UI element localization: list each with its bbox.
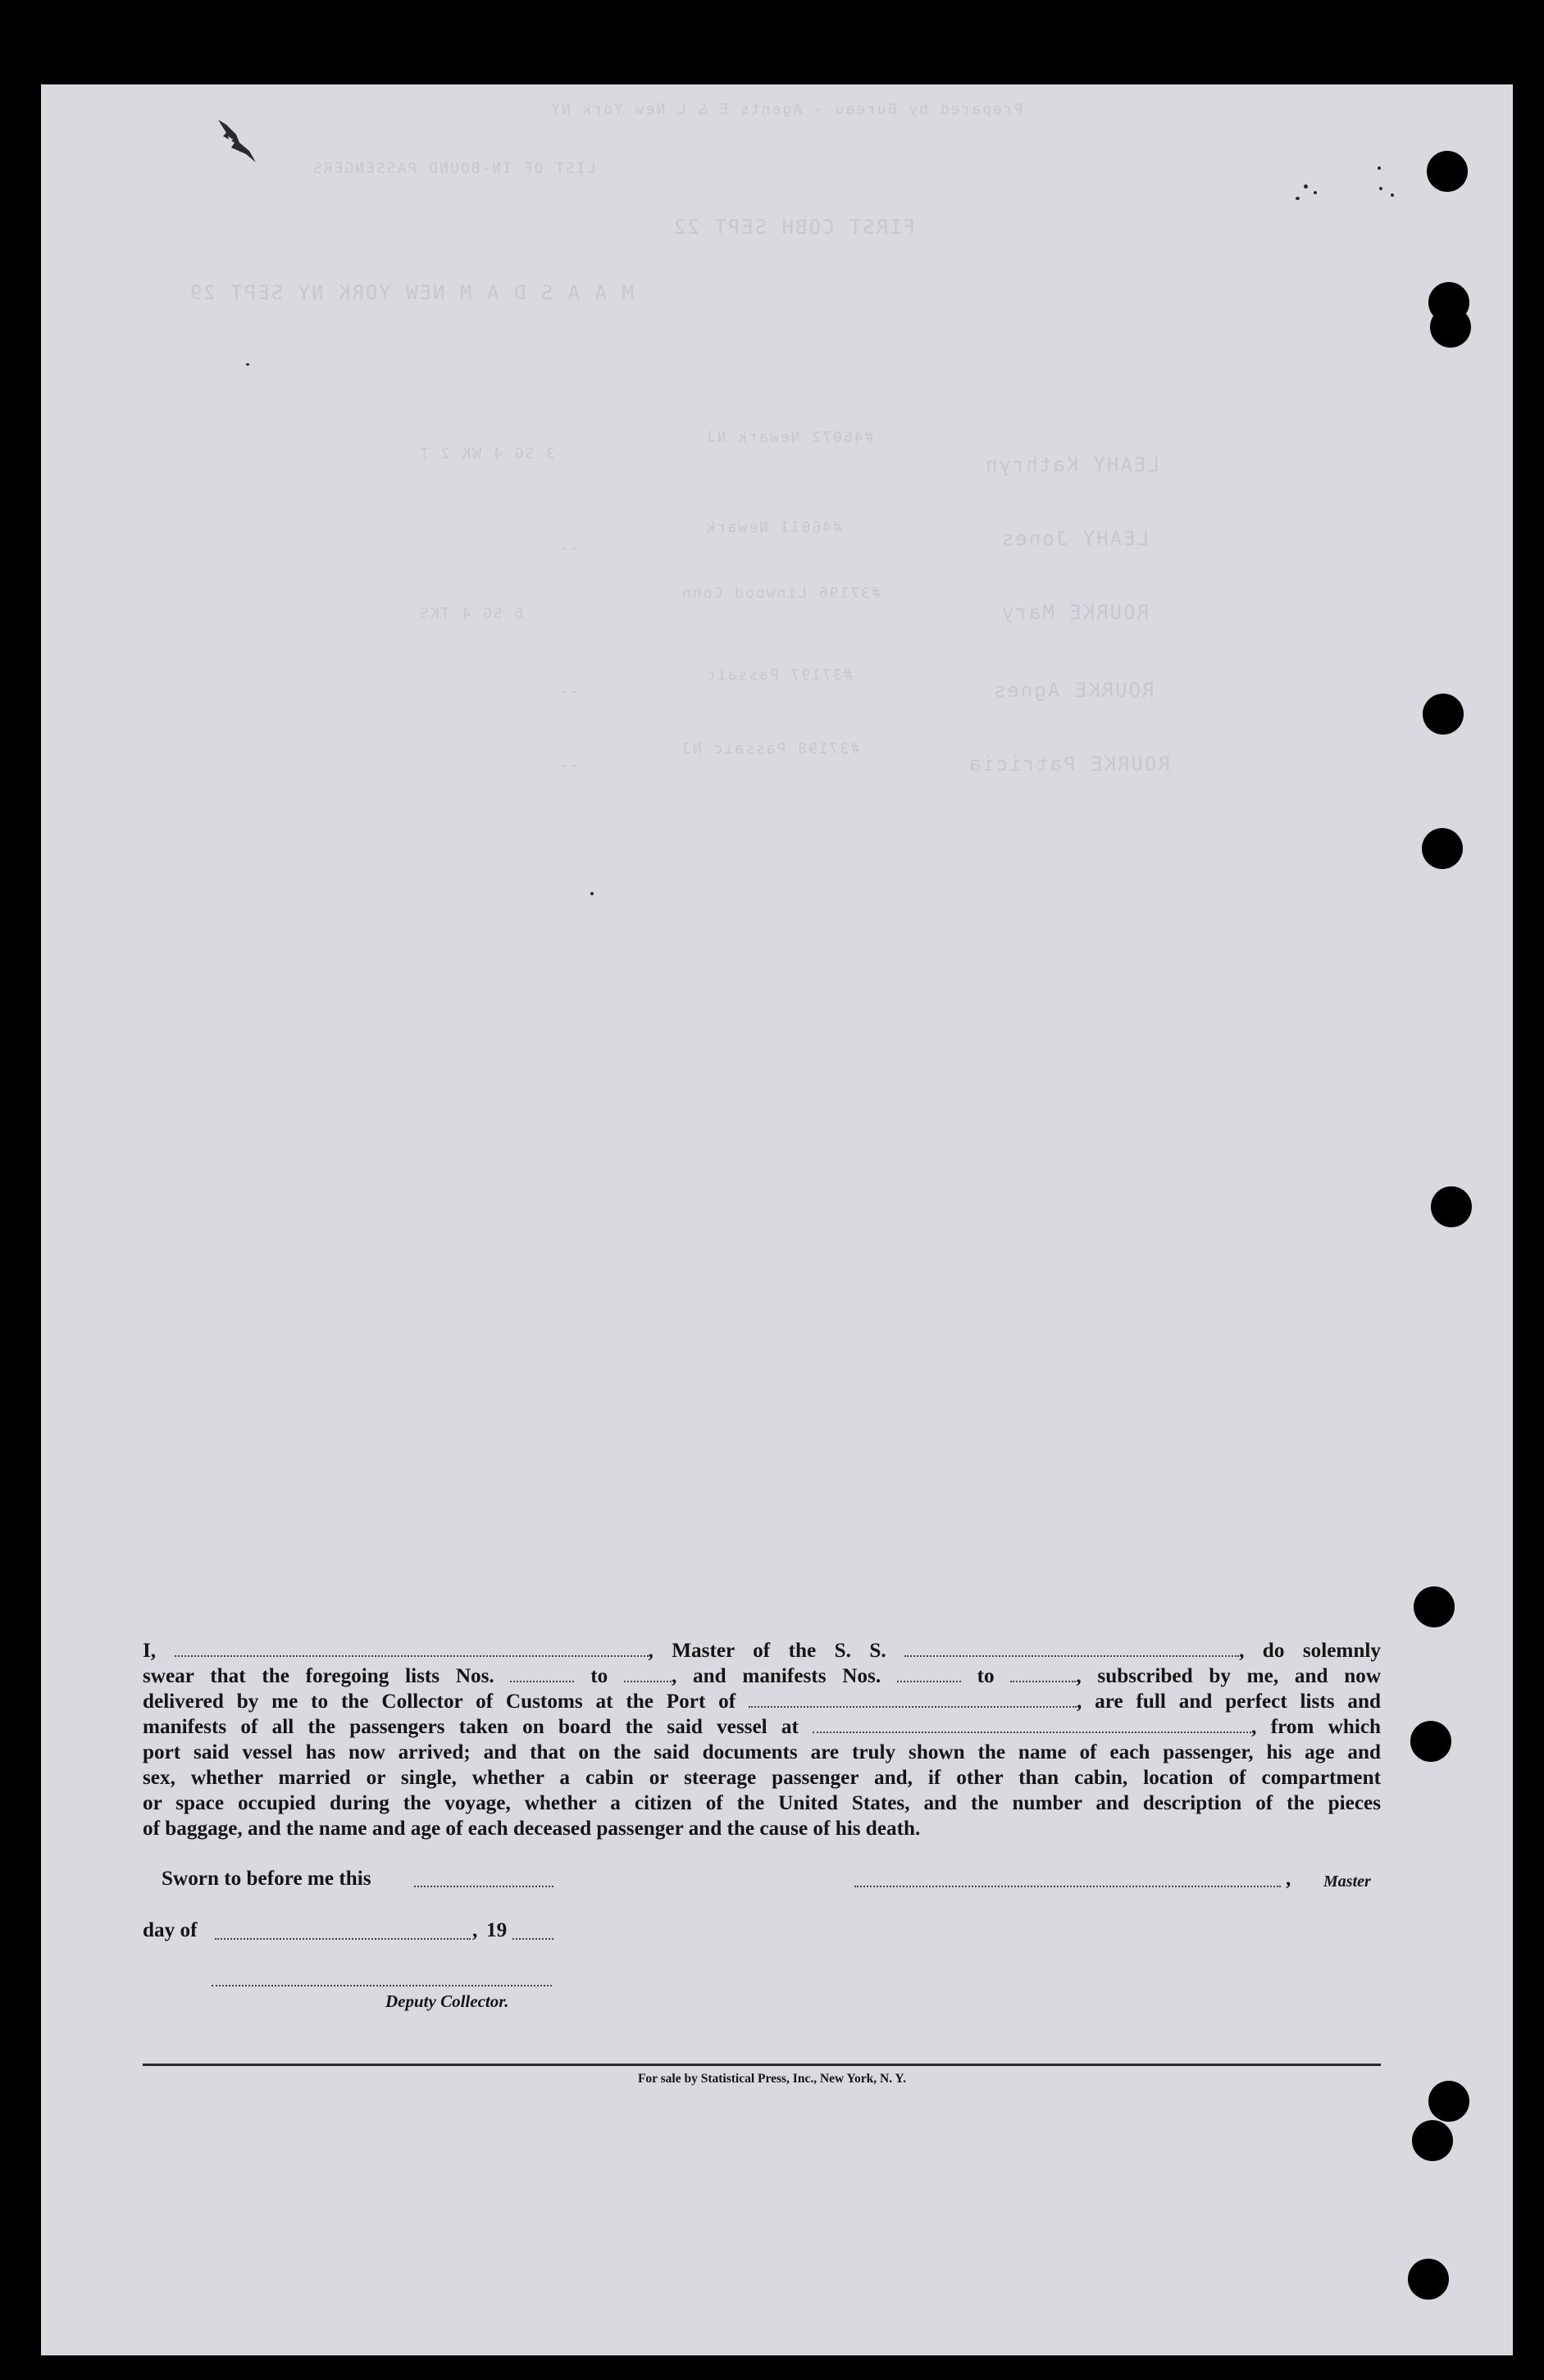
bleed-through-passenger-address: #37197 Passaic	[705, 667, 853, 684]
binder-hole	[1431, 1186, 1472, 1227]
oath-line: of baggage, and the name and age of each deceased passenger and the cause of his death.	[143, 1818, 921, 1840]
binder-hole	[1410, 1721, 1451, 1762]
paper-speck	[1296, 197, 1300, 200]
bleed-through-passenger-name: LEAHY Kathryn	[984, 453, 1159, 476]
corner-mark-icon	[215, 118, 264, 164]
oath-line	[143, 1663, 1381, 1689]
oath-text: , from which	[1251, 1716, 1382, 1738]
oath-text: , do solemnly	[1239, 1640, 1381, 1662]
oath-line	[143, 1689, 1381, 1714]
oath-line: or space occupied during the voyage, whether a citizen of the United States, and the number and description of the pieces	[143, 1792, 1381, 1814]
oath-line: sex, whether married or single, whether a cabin or steerage passenger and, if other than cabin, location of compartment	[143, 1767, 1381, 1789]
year-prefix: 19	[486, 1919, 508, 1941]
oath-text: , are full and perfect lists and	[1077, 1691, 1381, 1713]
oath-text: to	[590, 1665, 608, 1687]
oath-text: I,	[143, 1640, 157, 1662]
sworn-date-blank[interactable]	[414, 1886, 553, 1887]
sworn-label: Sworn to before me this	[162, 1868, 371, 1890]
bleed-through-passenger-address: #46011 Newark	[705, 519, 842, 536]
embarkation-port-blank[interactable]	[813, 1715, 1251, 1733]
paper-speck	[1391, 193, 1394, 197]
deputy-collector-label: Deputy Collector.	[385, 1991, 509, 2011]
master-signature-blank[interactable]	[854, 1886, 1281, 1887]
binder-hole	[1430, 307, 1471, 348]
binder-hole	[1423, 694, 1464, 735]
year-blank[interactable]	[512, 1938, 553, 1940]
bleed-through-passenger-address: #46072 Newark NJ	[705, 429, 874, 446]
manifest-sheet	[41, 84, 1513, 2355]
bleed-through-passenger-baggage: 3 SG 4 WK 2 T	[418, 445, 555, 462]
master-oath-paragraph	[143, 1638, 1381, 1841]
oath-line	[143, 1714, 1381, 1740]
manifest-from-blank[interactable]	[897, 1664, 961, 1682]
bleed-through-header-3: FIRST COBH SEPT 22	[672, 216, 916, 239]
month-blank[interactable]	[215, 1938, 471, 1940]
bleed-through-passenger-baggage: --	[558, 539, 579, 557]
list-from-blank[interactable]	[510, 1664, 574, 1682]
oath-text: , and manifests Nos.	[671, 1665, 881, 1687]
bleed-through-passenger-baggage: 6 SG 4 TKS	[418, 605, 524, 622]
oath-text: , Master of the S. S.	[648, 1640, 886, 1662]
bleed-through-header-1: Prepared by Bureau - Agents E & L New York NY	[549, 101, 1023, 118]
binder-hole	[1412, 2120, 1453, 2161]
deputy-signature-blank[interactable]	[212, 1985, 552, 1986]
paper-speck	[1314, 191, 1317, 194]
bleed-through-header-4: M A A S D A M NEW YORK NY SEPT 29	[189, 281, 634, 304]
paper-speck	[590, 892, 594, 895]
bleed-through-passenger-name: ROURKE Mary	[1000, 601, 1149, 624]
master-comma: ,	[1286, 1868, 1291, 1890]
year-comma: ,	[472, 1919, 478, 1941]
paper-speck	[1379, 187, 1382, 190]
binder-hole	[1422, 828, 1463, 869]
master-label: Master	[1323, 1873, 1371, 1891]
bleed-through-passenger-address: #37196 Linwood Conn	[681, 585, 881, 602]
binder-hole	[1428, 2081, 1469, 2122]
binder-hole	[1427, 151, 1468, 192]
bleed-through-passenger-baggage: --	[558, 683, 579, 700]
bleed-through-passenger-name: ROURKE Agnes	[992, 679, 1155, 702]
oath-line: port said vessel has now arrived; and that on the said documents are truly shown the name of each passenger, his age and	[143, 1741, 1381, 1763]
paper-speck	[1378, 166, 1381, 170]
bleed-through-passenger-address: #37198 Passaic NJ	[681, 740, 860, 758]
paper-speck	[246, 363, 249, 366]
day-of-label: day of	[143, 1919, 198, 1941]
binder-hole	[1414, 1586, 1455, 1627]
oath-text: swear that the foregoing lists Nos.	[143, 1665, 494, 1687]
bleed-through-passenger-name: LEAHY Jones	[1000, 527, 1149, 550]
bleed-through-header-2: LIST OF IN-BOUND PASSENGERS	[312, 160, 596, 177]
binder-hole	[1408, 2259, 1449, 2300]
oath-text: manifests of all the passengers taken on board the said vessel at	[143, 1716, 799, 1738]
oath-text: , subscribed by me, and now	[1076, 1665, 1382, 1687]
port-blank[interactable]	[749, 1690, 1077, 1708]
paper-speck	[1304, 184, 1308, 189]
ship-name-blank[interactable]	[904, 1639, 1239, 1657]
bleed-through-passenger-baggage: --	[558, 757, 579, 774]
oath-text: to	[977, 1665, 995, 1687]
bleed-through-passenger-name: ROURKE Patricia	[968, 753, 1170, 776]
list-to-blank[interactable]	[624, 1664, 672, 1682]
oath-line	[143, 1638, 1381, 1663]
manifest-to-blank[interactable]	[1010, 1664, 1076, 1682]
master-name-blank[interactable]	[175, 1639, 649, 1657]
publisher-footer: For sale by Statistical Press, Inc., New York, N. Y.	[637, 2072, 907, 2086]
footer-divider	[143, 2064, 1381, 2066]
oath-text: delivered by me to the Collector of Customs at the Port of	[143, 1691, 736, 1713]
